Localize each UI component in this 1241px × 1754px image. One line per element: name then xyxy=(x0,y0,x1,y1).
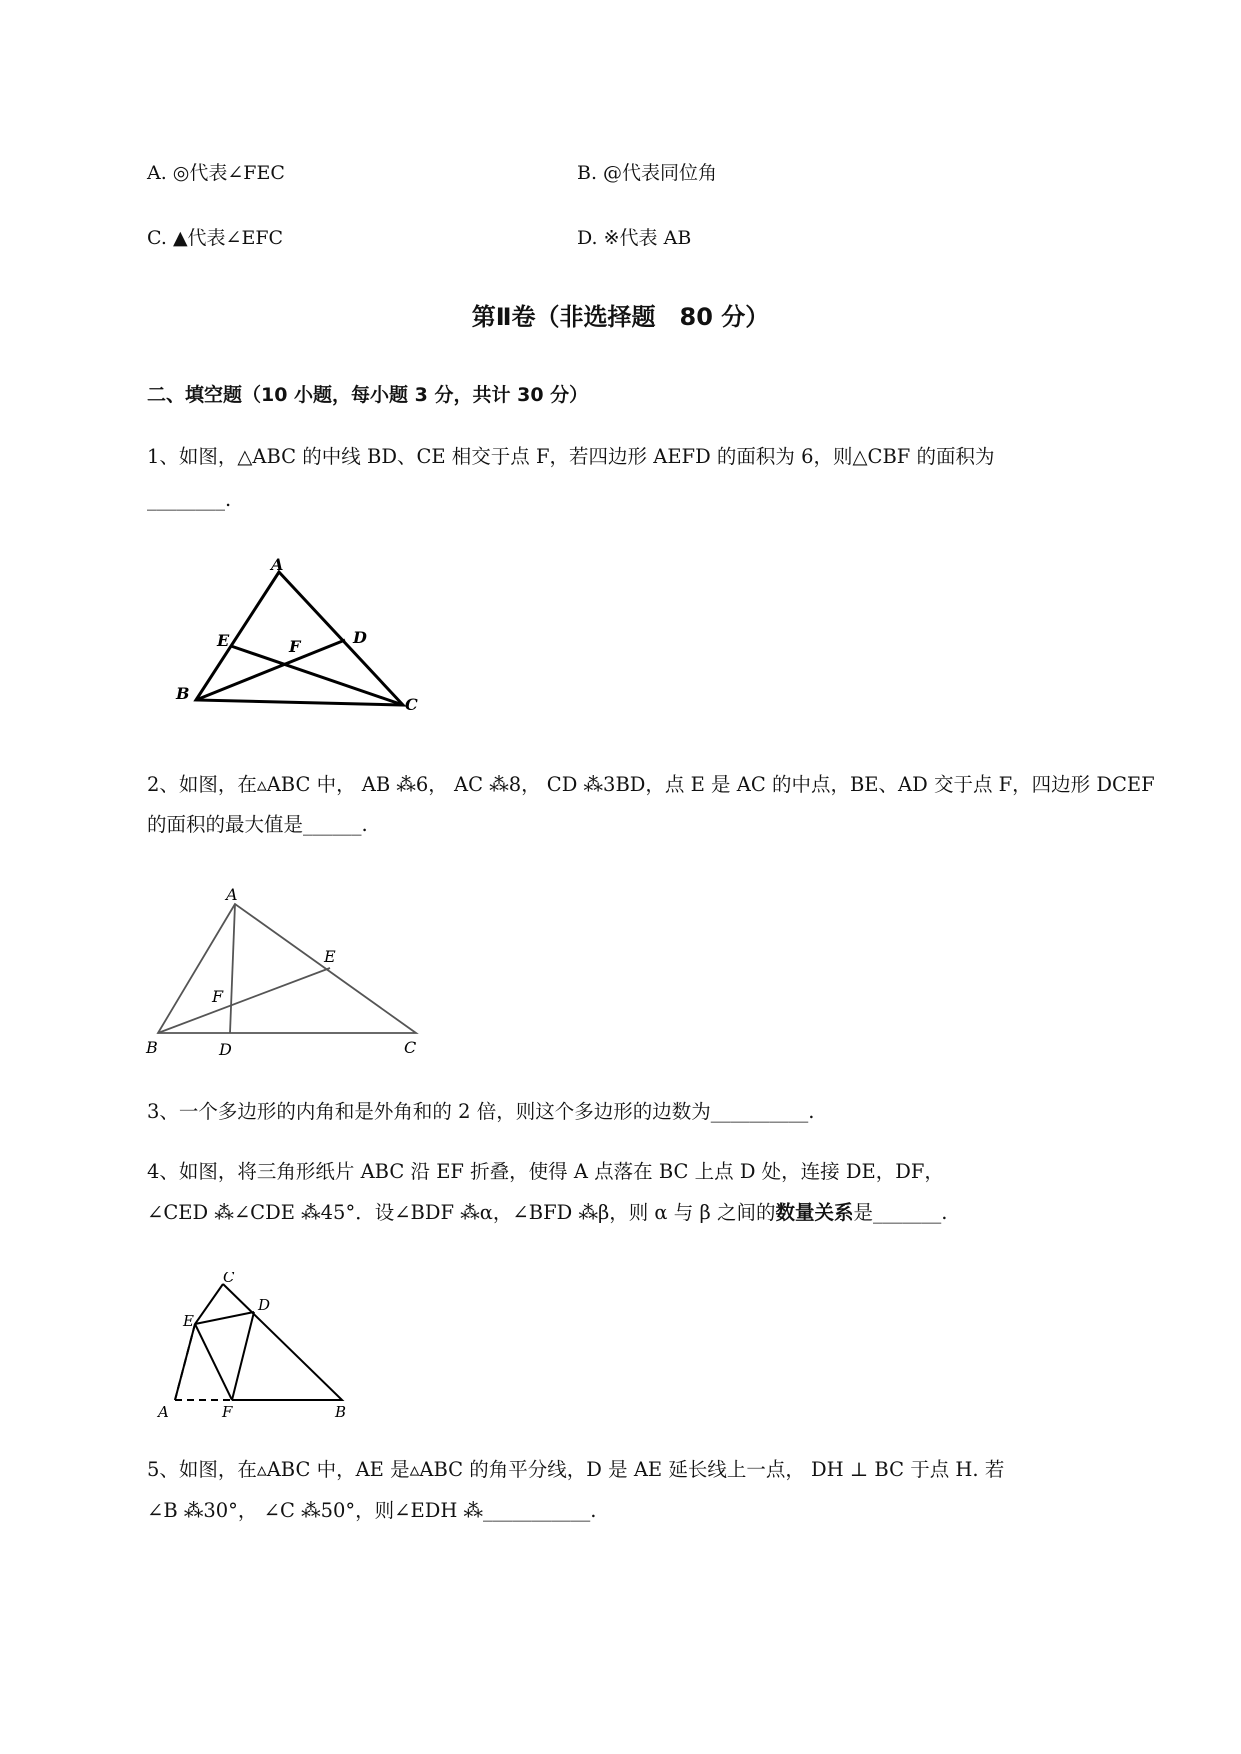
question-4-line2-b: 是_______. xyxy=(853,1201,948,1224)
question-2-line2: 的面积的最大值是______. xyxy=(147,813,368,836)
fig4-label-c: C xyxy=(223,1272,235,1286)
option-d: D. ※代表 AB xyxy=(577,227,692,249)
fig1-label-e: E xyxy=(217,631,230,650)
question-5-line2: ∠B ⁂30°， ∠C ⁂50°，则∠EDH ⁂___________. xyxy=(147,1499,597,1522)
fig1-label-b: B xyxy=(176,684,190,703)
fig2-label-e: E xyxy=(324,947,336,966)
option-a: A. ◎代表∠FEC xyxy=(147,162,285,184)
figure-4 xyxy=(150,1272,370,1422)
option-b: B. @代表同位角 xyxy=(577,162,718,184)
question-3: 3、一个多边形的内角和是外角和的 2 倍，则这个多边形的边数为__________. xyxy=(147,1100,815,1123)
fig4-label-e: E xyxy=(183,1312,194,1330)
figure-1 xyxy=(170,548,440,718)
fig1-label-a: A xyxy=(271,555,284,574)
question-1-line2: ________. xyxy=(147,488,232,511)
fig4-label-d: D xyxy=(258,1296,271,1314)
question-4-line2-a: ∠CED ⁂∠CDE ⁂45°．设∠BDF ⁂α，∠BFD ⁂β，则 α 与 β 之间的 xyxy=(147,1201,776,1224)
question-2-line1: 2、如图，在▵ABC 中， AB ⁂6， AC ⁂8， CD ⁂3BD，点 E 是 AC 的中点，BE、AD 交于点 F，四边形 DCEF xyxy=(147,773,1155,796)
figure-2 xyxy=(140,878,440,1058)
option-c: C. ▲代表∠EFC xyxy=(147,227,284,249)
section-heading: 二、填空题（10 小题，每小题 3 分，共计 30 分） xyxy=(147,384,589,406)
question-4-line1: 4、如图，将三角形纸片 ABC 沿 EF 折叠，使得 A 点落在 BC 上点 D 处，连接 DE，DF， xyxy=(147,1160,944,1183)
question-4-bold: 数量关系 xyxy=(775,1201,854,1224)
fig2-label-b: B xyxy=(146,1038,158,1057)
question-4-line2 xyxy=(147,1199,947,1226)
fig2-label-f: F xyxy=(212,987,224,1006)
fig4-label-f: F xyxy=(222,1403,233,1421)
fig1-label-f: F xyxy=(289,637,301,656)
fig4-label-b: B xyxy=(335,1403,347,1421)
part-title: 第Ⅱ卷（非选择题 80 分） xyxy=(471,303,770,331)
fig2-label-a: A xyxy=(226,885,238,904)
fig2-label-d: D xyxy=(219,1040,232,1058)
fig1-label-c: C xyxy=(405,695,418,714)
fig4-label-a: A xyxy=(158,1403,169,1421)
question-5-line1: 5、如图，在▵ABC 中，AE 是▵ABC 的角平分线，D 是 AE 延长线上一点， DH ⊥ BC 于点 H. 若 xyxy=(147,1458,1005,1481)
fig1-label-d: D xyxy=(353,628,367,647)
fig2-label-c: C xyxy=(404,1038,417,1057)
question-1-line1: 1、如图，△ABC 的中线 BD、CE 相交于点 F，若四边形 AEFD 的面积为 6，则△CBF 的面积为 xyxy=(147,445,995,468)
